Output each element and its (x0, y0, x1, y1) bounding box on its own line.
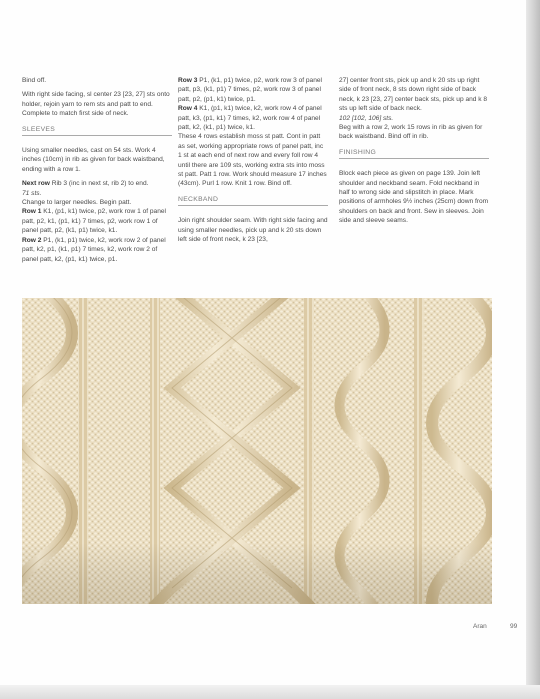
row2-instruction (22, 236, 172, 264)
finishing-text: Block each piece as given on page 139. Join left shoulder and neckband seam. Fold neckband in half to wrong side and slipstitch in place. Mark positions of armholes 9½ inches (25cm) down from shoulders on back and front. Sew in sleeves. Join side and sleeve seams. (339, 170, 489, 225)
row4-label: Row 4 (178, 105, 198, 113)
text-column-3 (339, 76, 489, 231)
text-column-1 (22, 76, 172, 269)
neckband-text: Join right shoulder seam. With right side facing and using smaller needles, pick up and k 20 sts down left side of front neck, k 23 [23, (178, 217, 328, 244)
knitted-swatch-photo (22, 298, 492, 604)
row3-label: Row 3 (178, 77, 198, 84)
row4-text: K1, (p1, k1) twice, k2, work row 4 of panel patt, k3, (p1, k1) 7 times, k2, work row 4 of panel patt, k2, (k1, p1) twice, k1. (178, 105, 322, 132)
moss-stitch-text: These 4 rows establish moss st patt. Cont in patt as set, working appropriate rows of panel patt, inc 1 st at each end of next row and every foll row 4 until there are 109 sts, working extra sts into moss st patt. Patt 1 row. Work should measure 17 inches (43cm). Purl 1 row. Knit 1 row. Bind off. (178, 133, 327, 188)
neckband-cont (339, 76, 489, 123)
next-row-text: Rib 3 (inc in next st, rib 2) to end. (49, 180, 149, 188)
row1-text: K1, (p1, k1) twice, p2, work row 1 of panel patt, p2, k1, (p1, k1) 7 times, p2, work row 1 of panel patt, p2, (k1, p1) twice, k1. (22, 208, 167, 235)
row1-instruction (22, 207, 172, 235)
row2-text: P1, (k1, p1) twice, k2, work row 2 of panel patt, k2, p1, (k1, p1) 7 times, k2, work row 2 of panel patt, k2, (p1, k1) twice, p1. (22, 236, 166, 263)
scan-bottom-shadow (0, 685, 540, 699)
row2-label: Row 2 (22, 236, 42, 244)
change-needles: Change to larger needles. Begin patt. (22, 199, 132, 207)
text-column-2 (178, 76, 328, 250)
next-row-instruction (22, 179, 172, 198)
neckband-cont-text: 27] center front sts, pick up and k 20 sts up right side of front neck, 8 sts down right side of back neck, k 23 [23, 27] center back sts, pick up and k 8 sts up left side of back neck. (339, 77, 488, 113)
row3-instruction (178, 76, 328, 104)
intro-bind-off: Bind off. (22, 77, 47, 84)
next-row-label: Next row (22, 180, 50, 188)
page-number: 99 (510, 623, 518, 630)
row3-text: P1, (k1, p1) twice, p2, work row 3 of panel patt, p3, (k1, p1) 7 times, p2, work row 3 of panel patt, p2, (p1, k1) twice, p1. (178, 77, 323, 103)
footer-section-name: Aran (473, 623, 487, 630)
row4-instruction (178, 104, 328, 132)
row1-label: Row 1 (22, 208, 42, 216)
rib-text: Beg with a row 2, work 15 rows in rib as given for back waistband. Bind off in rib. (339, 124, 483, 141)
sleeves-heading: SLEEVES (22, 125, 172, 136)
next-row-result: 71 sts. (22, 189, 42, 197)
neckband-heading: NECKBAND (178, 195, 328, 206)
sleeves-cast-on: Using smaller needles, cast on 54 sts. Work 4 inches (10cm) in rib as given for back waistband, ending with a row 1. (22, 147, 165, 173)
finishing-heading: FINISHING (339, 148, 489, 159)
aran-cable-swatch-image (22, 298, 492, 604)
scan-edge-shadow (526, 0, 540, 699)
neckband-stitch-count: 102 [102, 106] sts. (339, 114, 394, 122)
intro-neck-text: With right side facing, sl center 23 [23, 27] sts onto holder, rejoin yarn to rem sts and patt to end. Complete to match first side of neck. (22, 91, 170, 118)
